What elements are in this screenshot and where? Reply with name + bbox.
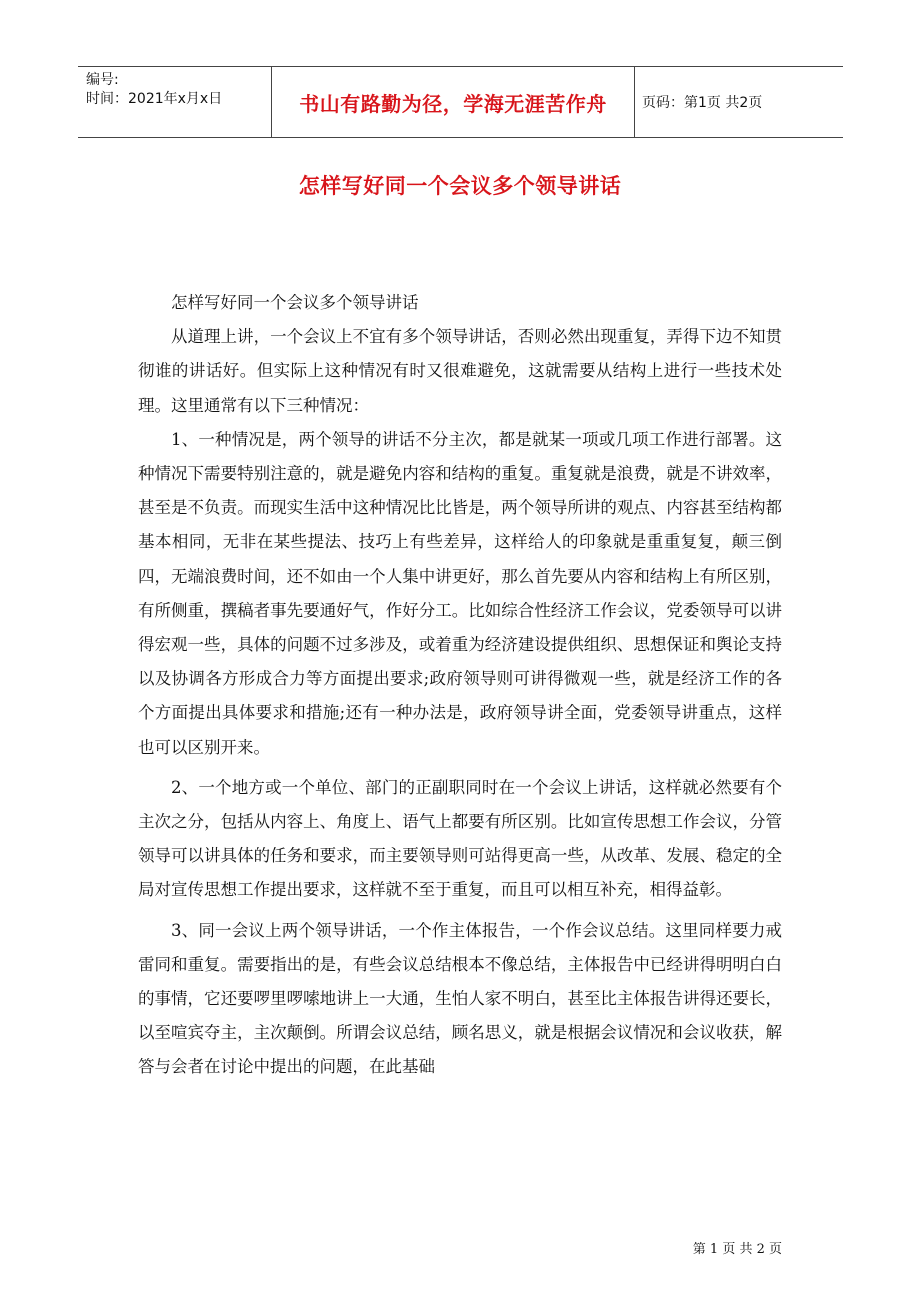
paragraph: 从道理上讲，一个会议上不宜有多个领导讲话，否则必然出现重复，弄得下边不知贯彻谁的讲话好。但实际上这种情况有时又很难避免，这就需要从结构上进行一些技术处理。这里通常有以下三种情况：: [138, 327, 782, 415]
document-title: 怎样写好同一个会议多个领导讲话: [298, 174, 622, 198]
paragraph: 3、同一会议上两个领导讲话，一个作主体报告，一个作会议总结。这里同样要力戒雷同和重复。需要指出的是，有些会议总结根本不像总结，主体报告中已经讲得明明白白的事情，它还要啰里啰嗦地讲上一大通，生怕人家不明白，甚至比主体报告讲得还要长，以至喧宾夺主，主次颠倒。所谓会议总结，顾名思义，就是根据会议情况和会议收获，解答与会者在讨论中提出的问题，在此基础: [138, 920, 782, 1077]
document-number-label: 编号:: [86, 72, 119, 88]
paragraph: 怎样写好同一个会议多个领导讲话: [171, 293, 419, 312]
page-header: [78, 66, 843, 138]
paragraph: 2、一个地方或一个单位、部门的正副职同时在一个会议上讲话，这样就必然要有个主次之分，包括从内容上、角度上、语气上都要有所区别。比如宣传思想工作会议，分管领导可以讲具体的任务和要求，而主要领导则可站得更高一些，从改革、发展、稳定的全局对宣传思想工作提出要求，这样就不至于重复，而且可以相互补充，相得益彰。: [138, 777, 782, 900]
page-footer: 第 1 页 共 2 页: [692, 1242, 782, 1257]
header-motto: 书山有路勤为径，学海无涯苦作舟: [272, 67, 635, 137]
paragraph: 1、一种情况是，两个领导的讲话不分主次，都是就某一项或几项工作进行部署。这种情况下需要特别注意的，就是避免内容和结构的重复。重复就是浪费，就是不讲效率，甚至是不负责。而现实生活中这种情况比比皆是，两个领导所讲的观点、内容甚至结构都基本相同，无非在某些提法、技巧上有些差异，这样给人的印象就是重重复复，颠三倒四，无端浪费时间，还不如由一个人集中讲更好，那么首先要从内容和结构上有所区别，有所侧重，撰稿者事先要通好气，作好分工。比如综合性经济工作会议，党委领导可以讲得宏观一些，具体的问题不过多涉及，或着重为经济建设提供组织、思想保证和舆论支持以及协调各方形成合力等方面提出要求;政府领导则可讲得微观一些，就是经济工作的各个方面提出具体要求和措施;还有一种办法是，政府领导讲全面，党委领导讲重点，这样也可以区别开来。: [138, 429, 782, 757]
document-date-label: 时间：2021年x月x日: [86, 91, 223, 107]
header-meta: [78, 67, 272, 137]
document-body: [138, 286, 782, 1085]
header-page-code: 页码：第1页 共2页: [642, 95, 763, 111]
